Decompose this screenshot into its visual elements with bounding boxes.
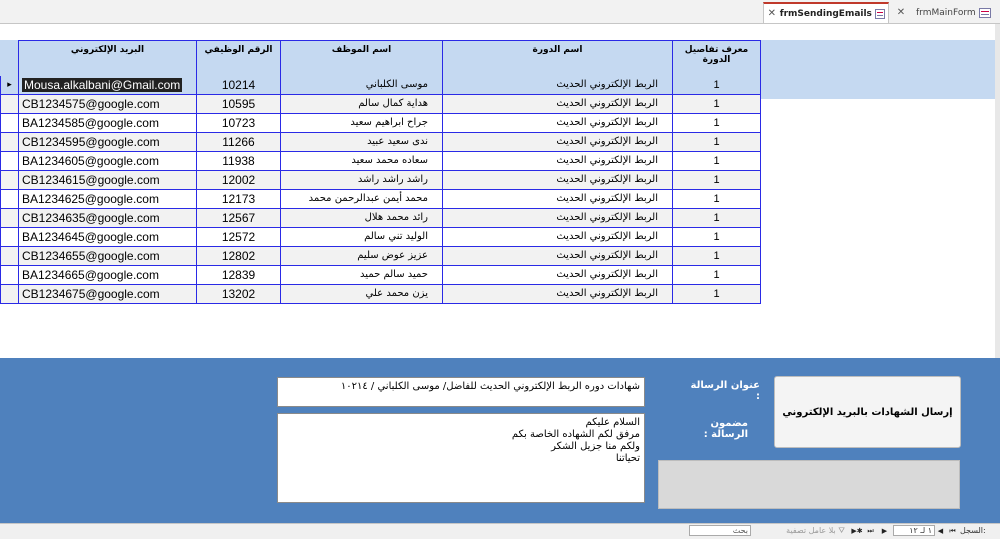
next-record-icon[interactable]: ▶ [881,527,888,535]
filter-status[interactable] [757,525,845,537]
record-selector[interactable] [0,190,19,209]
column-header-course-name[interactable]: اسم الدورة [442,40,673,99]
email-cell[interactable]: CB1234575@google.com [18,95,197,114]
course-detail-id-cell[interactable]: 1 [672,114,761,133]
last-record-icon[interactable]: ⏭ [867,527,874,535]
employee-no-cell[interactable]: 10723 [196,114,281,133]
course-detail-id-cell[interactable]: 1 [672,190,761,209]
record-selector[interactable] [0,209,19,228]
course-detail-id-cell[interactable]: 1 [672,285,761,304]
employee-name-cell[interactable]: ندى سعيد عبيد [280,133,443,152]
table-row[interactable] [0,133,760,152]
employee-name-cell[interactable]: عزيز عوض سليم [280,247,443,266]
email-cell[interactable]: CB1234615@google.com [18,171,197,190]
selected-email-text: Mousa.alkalbani@Gmail.com [24,78,181,92]
employee-name-cell[interactable]: رائد محمد هلال [280,209,443,228]
body-label: مضمون الرسالة : [703,418,748,440]
table-row[interactable] [0,76,760,95]
search-input[interactable]: بحث [689,525,751,536]
current-record-input[interactable]: ١ لـ ١٢ [893,525,935,536]
record-selector[interactable] [0,171,19,190]
record-selector[interactable] [0,228,19,247]
body-line: ولكم منا جزيل الشكر [551,441,640,452]
vertical-scrollbar[interactable] [995,24,1000,358]
filter-funnel-icon: ⛛ [838,526,845,535]
course-name-cell[interactable]: الربط الإلكتروني الحديث [442,133,673,152]
table-row[interactable] [0,285,760,304]
course-detail-id-cell[interactable]: 1 [672,76,761,95]
employee-name-cell[interactable]: موسى الكلباني [280,76,443,95]
email-cell[interactable]: BA1234605@google.com [18,152,197,171]
employee-name-cell[interactable]: حميد سالم حميد [280,266,443,285]
subject-input[interactable]: شهادات دوره الربط الإلكتروني الحديث للفاضل/ موسى الكلباني / ١٠٢١٤ [277,377,645,407]
email-cell[interactable]: CB1234635@google.com [18,209,197,228]
employee-name-cell[interactable]: الوليد تني سالم [280,228,443,247]
status-box [658,460,960,509]
email-cell[interactable]: BA1234585@google.com [18,114,197,133]
course-name-cell[interactable]: الربط الإلكتروني الحديث [442,171,673,190]
email-cell[interactable]: CB1234595@google.com [18,133,197,152]
table-row[interactable] [0,209,760,228]
table-row[interactable] [0,266,760,285]
send-certificates-button[interactable]: إرسال الشهادات بالبريد الإلكتروني [774,376,961,448]
course-name-cell[interactable]: الربط الإلكتروني الحديث [442,285,673,304]
close-tab-icon[interactable]: ✕ [767,8,777,19]
record-label: السجل: [960,526,986,535]
tab-frmSendingEmails[interactable] [763,2,889,23]
course-detail-id-cell[interactable]: 1 [672,133,761,152]
employee-no-cell[interactable]: 10214 [196,76,281,95]
course-detail-id-cell[interactable]: 1 [672,209,761,228]
employee-no-cell[interactable]: 12002 [196,171,281,190]
table-row[interactable] [0,228,760,247]
course-detail-id-cell[interactable]: 1 [672,266,761,285]
table-row[interactable] [0,95,760,114]
email-cell[interactable]: BA1234665@google.com [18,266,197,285]
table-row[interactable] [0,171,760,190]
course-name-cell[interactable]: الربط الإلكتروني الحديث [442,228,673,247]
table-row[interactable] [0,247,760,266]
course-detail-id-cell[interactable]: 1 [672,247,761,266]
column-header-employee-name[interactable]: اسم الموظف [280,40,443,99]
email-cell[interactable]: BA1234645@google.com [18,228,197,247]
tab-frmMainForm[interactable] [892,3,1000,22]
tab-label: frmMainForm [916,7,976,18]
record-selector[interactable]: ▸ [0,76,19,95]
employee-no-cell[interactable]: 12173 [196,190,281,209]
record-selector[interactable] [0,133,19,152]
tab-label: frmSendingEmails [779,8,872,19]
email-cell[interactable]: CB1234675@google.com [18,285,197,304]
employee-no-cell[interactable]: 11266 [196,133,281,152]
document-tab-bar [0,0,1000,24]
course-name-cell[interactable]: الربط الإلكتروني الحديث [442,152,673,171]
employee-no-cell[interactable]: 12567 [196,209,281,228]
column-header-email[interactable]: البريد الإلكتروني [18,40,197,99]
employee-no-cell[interactable]: 12572 [196,228,281,247]
employee-no-cell[interactable]: 12839 [196,266,281,285]
body-line: تحياتنا [615,453,640,464]
previous-record-icon[interactable]: ◀ [937,527,944,535]
filter-status-label: بلا عامل تصفية [786,526,836,535]
employee-name-cell[interactable]: جراح ابراهيم سعيد [280,114,443,133]
course-name-cell[interactable]: الربط الإلكتروني الحديث [442,247,673,266]
record-selector[interactable] [0,285,19,304]
email-cell[interactable]: BA1234625@google.com [18,190,197,209]
course-name-cell[interactable]: الربط الإلكتروني الحديث [442,76,673,95]
table-row[interactable] [0,114,760,133]
form-icon [875,9,885,19]
course-detail-id-cell[interactable]: 1 [672,228,761,247]
employee-name-cell[interactable]: محمد أيمن عبدالرحمن محمد [280,190,443,209]
course-detail-id-cell[interactable]: 1 [672,171,761,190]
employee-no-cell[interactable]: 11938 [196,152,281,171]
table-row[interactable] [0,152,760,171]
employee-name-cell[interactable]: سعاده محمد سعيد [280,152,443,171]
record-selector[interactable] [0,266,19,285]
employee-name-cell[interactable]: راشد راشد راشد [280,171,443,190]
body-line: مرفق لكم الشهاده الخاصة بكم [511,429,640,440]
column-header-course-detail-id[interactable]: معرف تفاصيل الدورة [672,40,761,99]
close-tab-icon[interactable]: ✕ [896,7,906,18]
employee-no-cell[interactable]: 13202 [196,285,281,304]
new-record-icon[interactable]: ▶✱ [851,527,863,535]
course-detail-id-cell[interactable]: 1 [672,152,761,171]
course-name-cell[interactable]: الربط الإلكتروني الحديث [442,266,673,285]
record-selector[interactable] [0,95,19,114]
subject-label: عنوان الرسالة : [690,380,760,402]
employee-no-cell[interactable]: 10595 [196,95,281,114]
course-name-cell[interactable]: الربط الإلكتروني الحديث [442,95,673,114]
email-cell[interactable] [18,76,197,95]
body-textarea[interactable] [277,413,645,503]
email-cell[interactable]: CB1234655@google.com [18,247,197,266]
form-icon [979,8,991,18]
employee-no-cell[interactable]: 12802 [196,247,281,266]
employee-name-cell[interactable]: هداية كمال سالم [280,95,443,114]
course-name-cell[interactable]: الربط الإلكتروني الحديث [442,190,673,209]
course-name-cell[interactable]: الربط الإلكتروني الحديث [442,114,673,133]
record-selector[interactable] [0,152,19,171]
record-navigation-bar [0,523,1000,539]
course-detail-id-cell[interactable]: 1 [672,95,761,114]
body-line: السلام عليكم [585,417,640,428]
record-selector[interactable] [0,247,19,266]
first-record-icon[interactable]: ⏮ [949,527,956,535]
record-selector[interactable] [0,114,19,133]
datasheet-grid [0,24,995,358]
course-name-cell[interactable]: الربط الإلكتروني الحديث [442,209,673,228]
table-row[interactable] [0,190,760,209]
column-header-employee-no[interactable]: الرقم الوظيفي [196,40,281,99]
employee-name-cell[interactable]: يزن محمد علي [280,285,443,304]
